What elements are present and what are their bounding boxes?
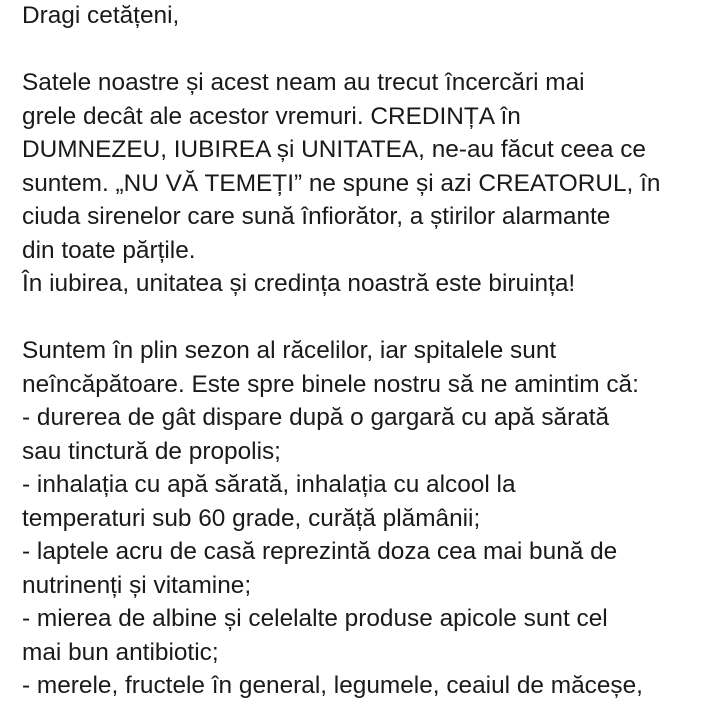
paragraph2-line-2: neîncăpătoare. Este spre binele nostru să ne amintim că: bbox=[22, 370, 639, 398]
paragraph1-line-3: DUMNEZEU, IUBIREA și UNITATEA, ne-au făcut ceea ce bbox=[22, 136, 646, 163]
list-item-line: - durerea de gât dispare după o gargară cu apă sărată bbox=[22, 404, 610, 431]
greeting-line: Dragi cetățeni, bbox=[22, 2, 180, 29]
paragraph1-line-2: grele decât ale acestor vremuri. CREDINȚA în bbox=[22, 102, 521, 130]
paragraph1-line-4: suntem. „NU VĂ TEMEȚI” ne spune și azi CREATORUL, în bbox=[22, 169, 661, 197]
list-item-line: - merele, fructele în general, legumele, ceaiul de măceșe, bbox=[22, 672, 643, 699]
list-item-line: mai bun antibiotic; bbox=[22, 638, 219, 666]
list-item-line: - inhalația cu apă sărată, inhalația cu alcool la bbox=[22, 471, 516, 498]
list-item-line: temperaturi sub 60 grade, curăță plămânii; bbox=[22, 504, 481, 532]
list-item-line: sau tinctură de propolis; bbox=[22, 437, 281, 465]
paragraph1-line-5: ciuda sirenelor care sună înfiorător, a știrilor alarmante bbox=[22, 203, 611, 230]
paragraph2-line-1: Suntem în plin sezon al răcelilor, iar spitalele sunt bbox=[22, 337, 557, 364]
list-item-line: nutrinenți și vitamine; bbox=[22, 571, 252, 599]
paragraph1-line-1: Satele noastre și acest neam au trecut încercări mai bbox=[22, 69, 585, 96]
paragraph1-line-7: În iubirea, unitatea și credința noastră este biruința! bbox=[22, 270, 576, 297]
paragraph-gap bbox=[22, 301, 712, 335]
list-item-line: - laptele acru de casă reprezintă doza cea mai bună de bbox=[22, 538, 618, 565]
list-item-line: - mierea de albine și celelalte produse apicole sunt cel bbox=[22, 605, 608, 632]
message-body bbox=[22, 0, 712, 703]
paragraph-gap bbox=[22, 33, 712, 67]
paragraph1-line-6: din toate părțile. bbox=[22, 236, 196, 264]
